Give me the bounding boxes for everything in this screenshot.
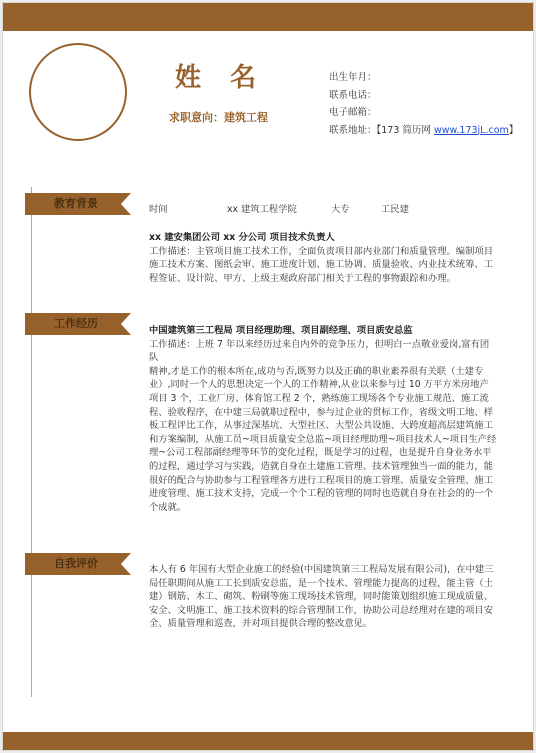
job-intent-value: 建筑工程 — [224, 111, 268, 124]
address-close: 】 — [508, 124, 519, 136]
bottom-color-bar — [3, 732, 533, 750]
website-link[interactable]: www.173jL.com — [433, 124, 509, 136]
education-time: 时间 — [149, 204, 168, 215]
education-degree: 大专 — [331, 204, 350, 215]
address-label: 联系地址： — [329, 124, 377, 136]
section-tag-work — [25, 313, 131, 335]
top-color-bar — [3, 3, 533, 31]
section-title-self: 自我评价 — [54, 557, 98, 570]
job1-title: xx 建安集团公司 xx 分公司 项目技术负责人 — [149, 232, 335, 243]
candidate-name: 姓 名 — [175, 63, 267, 93]
education-major: 工民建 — [381, 204, 409, 215]
section-title-education: 教育背景 — [54, 197, 98, 210]
resume-page — [2, 2, 534, 751]
work-section-job1 — [149, 231, 497, 285]
education-section — [149, 203, 497, 217]
job2-description-1: 工作描述：上班 7 年以来经历过来自内外的竞争压力，但明白一点敬业爱岗,富有团队 — [149, 338, 490, 364]
address-row — [329, 122, 518, 140]
job2-description-2: 精神,才是工作的根本所在,成功与否,既努力以及正确的职业素养很有关联（土建专业）,同时一个人的思想决定一个人的工作精神,从业以来参与过 10 万平方米房地产项目 3 个，工业厂房、体育馆工程 2 个，熟练施工现场各个专业施工规范、施工流程、验收程序，在中建三局就职过程中，参与过企业的贯标工作，省级文明工地、样板工程评比工作，从事过深基坑、大型社区、大型公共设施、大跨度超高层建筑施工和方案编制，从施工员~项目质量安全总监~项目经理助理~项目技术人~项目生产经理~公司工程部副经理等环节的变化过程，既是学习的过程，也是提升自身业务水平的过程，通过学习与实践，造就自身在土建施工管理、技术管理独当一面的能力，能很好的配合与协助参与工程管理各方进行工程项目的施工管理、质量安全管理、施工进度管理、施工技术支持，完成一个个工程的管理的同时也造就自身在社会的的一个个成就。 — [149, 365, 497, 513]
education-row — [149, 203, 497, 217]
job2-title: 中国建筑第三工程局 项目经理助理、项目副经理、项目质安总监 — [149, 325, 413, 336]
photo-placeholder-circle — [29, 43, 127, 141]
email-row: 电子邮箱： — [329, 107, 377, 118]
address-value: 【173 简历网 — [376, 124, 434, 136]
job1-description: 工作描述：主管项目施工技术工作，全面负责项目部内业部门和质量管理。编制项目施工技术方案、图纸会审、施工进度计划、施工协调、质量验收、内业技术统筹、工程签证、设计院、甲方、上级主观政府部门相关于工程的事物跟踪和办理。 — [149, 245, 493, 284]
phone-row: 联系电话： — [329, 89, 377, 101]
contact-info — [329, 69, 518, 139]
job-intent — [169, 109, 268, 125]
birth-row: 出生年月： — [329, 72, 377, 83]
section-tag-education — [25, 193, 131, 215]
section-title-work: 工作经历 — [54, 317, 98, 330]
section-tag-self — [25, 553, 131, 575]
self-evaluation-text: 本人有 6 年国有大型企业施工的经验(中国建筑第三工程局发展有限公司)，在中建三局任职期间从施工工长到质安总监，是一个技术、管理能力提高的过程，能主管（土建）钢筋、木工、砌筑、粉刷等施工现场技术管理，同时能策划组织施工现成质量、安全、文明施工、施工技术资料的综合管理制工作，协助公司总经理对在建的项目安全、质量管理和巡查，并对项目提供合理的整改意见。 — [149, 564, 494, 630]
education-school: xx 建筑工程学院 — [227, 204, 297, 215]
timeline-line — [31, 187, 32, 697]
self-evaluation-section — [149, 563, 497, 631]
work-section-job2 — [149, 324, 497, 514]
job-intent-label: 求职意向： — [169, 111, 224, 124]
